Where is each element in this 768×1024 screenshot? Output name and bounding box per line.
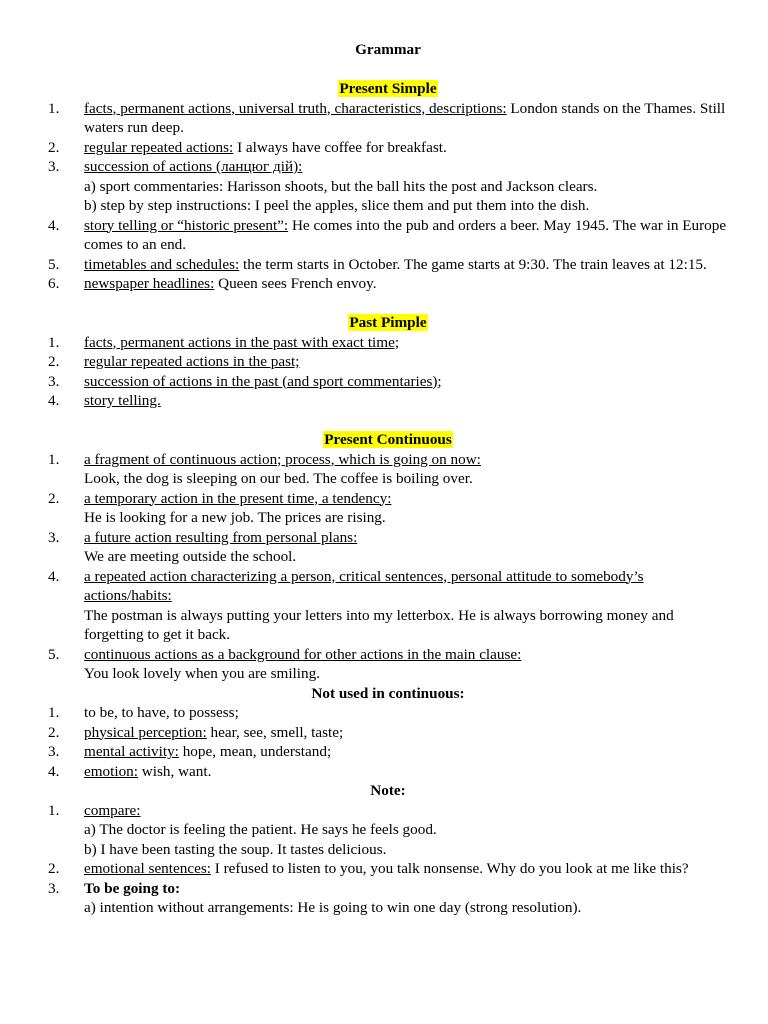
list-item: 2. emotional sentences: I refused to listen to you, you talk nonsense. Why do you look at me like this?	[48, 860, 689, 877]
note-list	[48, 801, 728, 918]
document-title: Grammar	[355, 41, 421, 58]
section-heading-present-continuous	[48, 430, 728, 450]
list-item: 2. regular repeated actions in the past;	[48, 353, 300, 370]
section-heading-past-simple	[48, 313, 728, 333]
list-item: 4. emotion: wish, want.	[48, 762, 212, 780]
list-item: 1. a fragment of continuous action; process, which is going on now: Look, the dog is sleeping on our bed. The coffee is boiling over.	[48, 450, 481, 487]
list-item: 2. physical perception: hear, see, smell, taste;	[48, 723, 344, 741]
list-item: 4. story telling or “historic present”: He comes into the pub and orders a beer. May 1945. The war in Europe comes to an end.	[48, 216, 727, 253]
section-heading-not-used: Not used in continuous:	[311, 684, 465, 702]
present-simple-list	[48, 99, 728, 294]
list-item: 3. a future action resulting from personal plans: We are meeting outside the school.	[48, 528, 358, 565]
list-item: 1. facts, permanent actions in the past with exact time;	[48, 333, 400, 351]
list-item: 6. newspaper headlines: Queen sees French envoy.	[48, 275, 377, 292]
list-item: 4. a repeated action characterizing a person, critical sentences, personal attitude to somebody’s actions/habits: The postman is always putting your letters into my letterbox. He is always borrowing money and forgetting to get it back.	[48, 567, 674, 643]
list-item: 2. regular repeated actions: I always have coffee for breakfast.	[48, 138, 447, 156]
section-heading-present-simple	[48, 79, 728, 99]
highlight: Past Pimple	[349, 314, 427, 331]
present-continuous-list	[48, 450, 728, 684]
past-simple-list	[48, 333, 728, 411]
list-item: 5. timetables and schedules: the term starts in October. The game starts at 9:30. The train leaves at 12:15.	[48, 255, 707, 273]
not-used-list	[48, 703, 728, 781]
list-item: 5. continuous actions as a background for other actions in the main clause: You look lovely when you are smiling.	[48, 645, 522, 682]
list-item: 3. To be going to: a) intention without arrangements: He is going to win one day (strong resolution).	[48, 879, 582, 916]
list-item: 3. succession of actions in the past (and sport commentaries);	[48, 372, 442, 390]
highlight: Present Continuous	[324, 431, 452, 448]
list-item: 1. facts, permanent actions, universal truth, characteristics, descriptions: London stands on the Thames. Still waters run deep.	[48, 99, 726, 136]
section-heading-note: Note:	[370, 782, 406, 799]
list-item: 2. a temporary action in the present time, a tendency: He is looking for a new job. The prices are rising.	[48, 489, 392, 526]
list-item: 4. story telling.	[48, 392, 161, 409]
list-item: 3. succession of actions (ланцюг дій): a) sport commentaries: Harisson shoots, but the ball hits the post and Jackson clears. b) step by step instructions: I peel the apples, slice them and put them into the dish.	[48, 158, 598, 214]
list-item: 1. compare: a) The doctor is feeling the patient. He says he feels good. b) I have been tasting the soup. It tastes delicious.	[48, 801, 437, 858]
highlight: Present Simple	[339, 80, 437, 97]
list-item: 3. mental activity: hope, mean, understand;	[48, 743, 332, 760]
list-item: 1. to be, to have, to possess;	[48, 704, 239, 721]
